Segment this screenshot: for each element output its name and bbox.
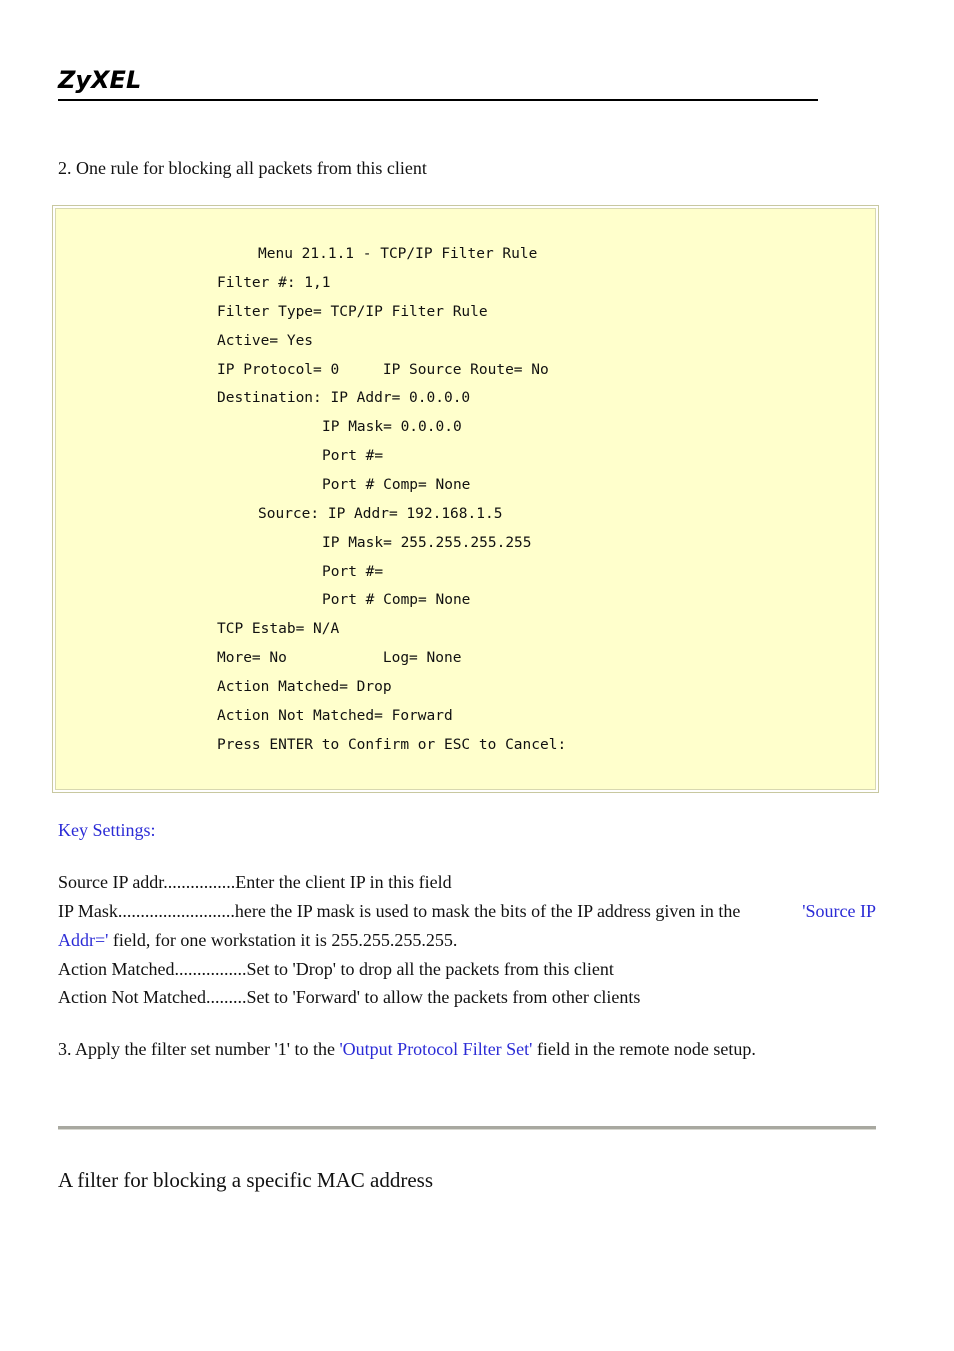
- section-divider: [58, 1126, 876, 1130]
- terminal-line: Filter Type= TCP/IP Filter Rule: [217, 304, 488, 320]
- setting-action-matched: Action Matched................Set to 'Drop' to drop all the packets from this client: [58, 959, 614, 979]
- output-protocol-filter-set-reference: 'Output Protocol Filter Set': [339, 1039, 533, 1059]
- source-ip-addr-reference: 'Source IP: [802, 901, 876, 921]
- key-settings-title: Key Settings:: [58, 820, 156, 840]
- terminal-line: Port # Comp= None: [322, 477, 471, 493]
- terminal-line: IP Mask= 0.0.0.0: [322, 419, 462, 435]
- terminal-line: Port #=: [322, 448, 384, 464]
- terminal-line: Port #=: [322, 564, 384, 580]
- step-3-text: [58, 1038, 876, 1060]
- step-3-prefix: 3. Apply the filter set number '1' to the: [58, 1039, 340, 1059]
- terminal-line: Action Matched= Drop: [217, 679, 392, 695]
- terminal-line: IP Protocol= 0 IP Source Route= No: [217, 362, 549, 378]
- setting-source-ip-addr: Source IP addr................Enter the client IP in this field: [58, 872, 452, 892]
- zyxel-logo: ZyXEL: [58, 66, 142, 94]
- section-heading: A filter for blocking a specific MAC address: [58, 1168, 433, 1192]
- terminal-line: Port # Comp= None: [322, 592, 471, 608]
- terminal-line: Action Not Matched= Forward: [217, 708, 453, 724]
- terminal-line: More= No Log= None: [217, 650, 462, 666]
- source-ip-addr-reference-end: Addr=': [58, 930, 109, 950]
- setting-ip-mask-detail: field, for one workstation it is 255.255.255.255.: [108, 930, 458, 950]
- terminal-screen: [52, 205, 879, 793]
- terminal-line: Destination: IP Addr= 0.0.0.0: [217, 390, 471, 406]
- setting-action-not-matched: Action Not Matched.........Set to 'Forward' to allow the packets from other clients: [58, 987, 641, 1007]
- terminal-line: Source: IP Addr= 192.168.1.5: [258, 506, 503, 522]
- terminal-menu-title: Menu 21.1.1 - TCP/IP Filter Rule: [258, 246, 538, 262]
- setting-ip-mask-continuation: [58, 929, 876, 951]
- setting-ip-mask: [58, 900, 876, 922]
- terminal-line: Filter #: 1,1: [217, 275, 331, 291]
- step-3-suffix: field in the remote node setup.: [532, 1039, 756, 1059]
- terminal-line: IP Mask= 255.255.255.255: [322, 535, 532, 551]
- header-divider: [58, 99, 818, 101]
- terminal-line: Active= Yes: [217, 333, 314, 349]
- step-2-text: 2. One rule for blocking all packets from this client: [58, 158, 427, 178]
- terminal-line: TCP Estab= N/A: [217, 621, 340, 637]
- terminal-prompt: Press ENTER to Confirm or ESC to Cancel:: [217, 737, 567, 753]
- setting-ip-mask-text: IP Mask..........................here the IP mask is used to mask the bits of the IP address given in the: [58, 901, 741, 921]
